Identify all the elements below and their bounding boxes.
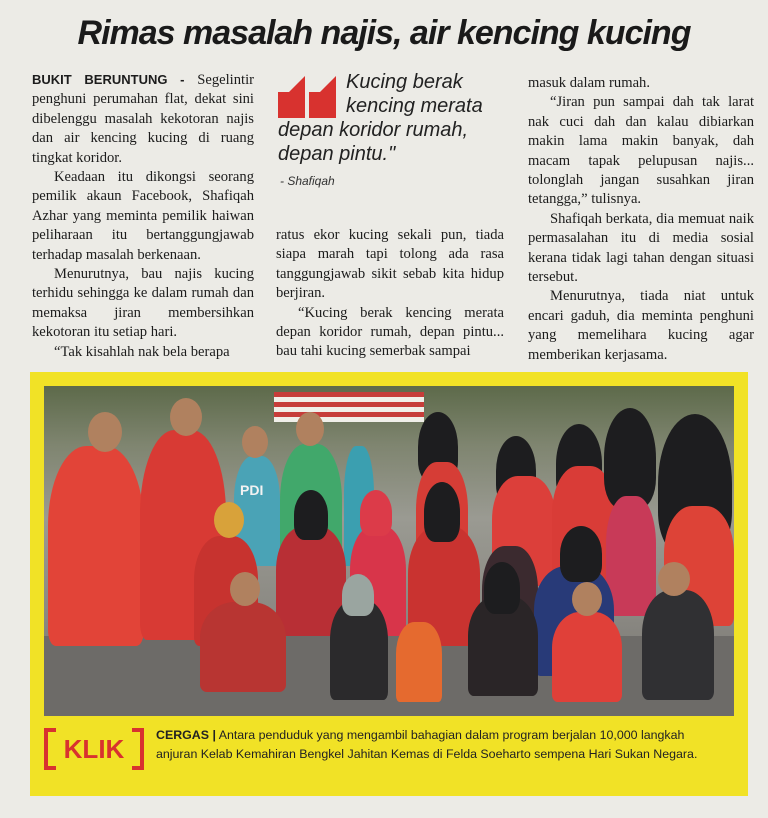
paragraph: Keadaan itu dikongsi seorang pemilik akaun Facebook, Shafiqah Azhar yang meminta pemilik haiwan peliharaan itu bertanggungjawab terhadap masalah berkenaan. [32, 169, 254, 263]
person-head [214, 502, 244, 538]
person-head [170, 398, 202, 436]
pull-quote-line-2: depan koridor rumah, depan pintu." [278, 119, 469, 165]
photo-frame [30, 372, 748, 796]
person-hijab [560, 526, 602, 582]
lead-paragraph [32, 70, 254, 168]
pull-quote-line-1: Kucing berak kencing merata [346, 71, 483, 117]
person-hijab [484, 562, 520, 614]
paragraph: “Kucing berak kencing merata depan koridor rumah, depan pintu... bau tahi kucing semerbak sampai [276, 304, 504, 360]
person-head [242, 426, 268, 458]
paragraph: Shafiqah berkata, dia memuat naik permasalahan itu di media sosial kerana tidak lagi tahan dengan situasi tersebut. [528, 210, 754, 286]
headline: Rimas masalah najis, air kencing kucing [77, 14, 691, 52]
person [642, 590, 714, 700]
article-column-1 [32, 70, 254, 362]
paragraph: “Jiran pun sampai dah tak larat nak cuci dah dan kalau dibiarkan makin lama makin banyak, dah macam tapak pelupusan najis... tolonglah jangan susahkan jiran tetangga,” tulisnya. [528, 94, 754, 208]
person [200, 602, 286, 692]
photo-ground [44, 636, 734, 716]
paragraph: “Tak kisahlah nak bela berapa [54, 343, 230, 360]
person-hijab [342, 574, 374, 616]
photo-banner [274, 392, 424, 422]
person-head [572, 582, 602, 616]
photo-caption-area [44, 726, 734, 786]
person-head [88, 412, 122, 452]
caption-label: CERGAS | [156, 728, 216, 742]
paragraph: Menurutnya, bau najis kucing terhidu sehingga ke dalam rumah dan memaksa jiran membersihkan kekotoran itu setiap hari. [32, 266, 254, 341]
person [552, 612, 622, 702]
person-hijab [424, 482, 460, 542]
person-hijab [604, 408, 656, 508]
article-column-3 [528, 74, 754, 365]
person-head [230, 572, 260, 606]
dateline: BUKIT BERUNTUNG - [32, 72, 185, 87]
paragraph: ratus ekor kucing sekali pun, tiada siapa marah tapi tolong ada rasa tanggungjawab sikit sebab kita hidup berjiran. [276, 227, 504, 302]
paragraph: masuk dalam rumah. [528, 75, 650, 91]
person [48, 446, 144, 646]
lead-text: Segelintir penghuni perumahan flat, dekat sini dibelenggu masalah kekotoran najis dan air kencing kucing di ruang tingkat koridor. [32, 72, 254, 166]
article-column-2 [276, 226, 504, 362]
person-hijab [294, 490, 328, 540]
caption-text: Antara penduduk yang mengambil bahagian dalam program berjalan 10,000 langkah anjuran Kelab Kemahiran Bengkel Jahitan Kemas di Felda Soeharto sempena Hari Sukan Negara. [156, 728, 698, 761]
paragraph: Menurutnya, tiada niat untuk encari gaduh, dia meminta penghuni yang memelihara kucing agar memberikan kerjasama. [528, 288, 754, 363]
pull-quote-attribution: - Shafiqah [280, 174, 335, 188]
group-photo [44, 386, 734, 716]
shirt-text: PDI [240, 482, 264, 498]
person-head [296, 412, 324, 446]
person [606, 496, 656, 616]
person [396, 622, 442, 702]
photo-caption [156, 726, 726, 764]
person-hijab [360, 490, 392, 536]
klik-badge: KLIK [44, 728, 144, 770]
person-head [658, 562, 690, 596]
quote-mark-icon [278, 72, 340, 118]
